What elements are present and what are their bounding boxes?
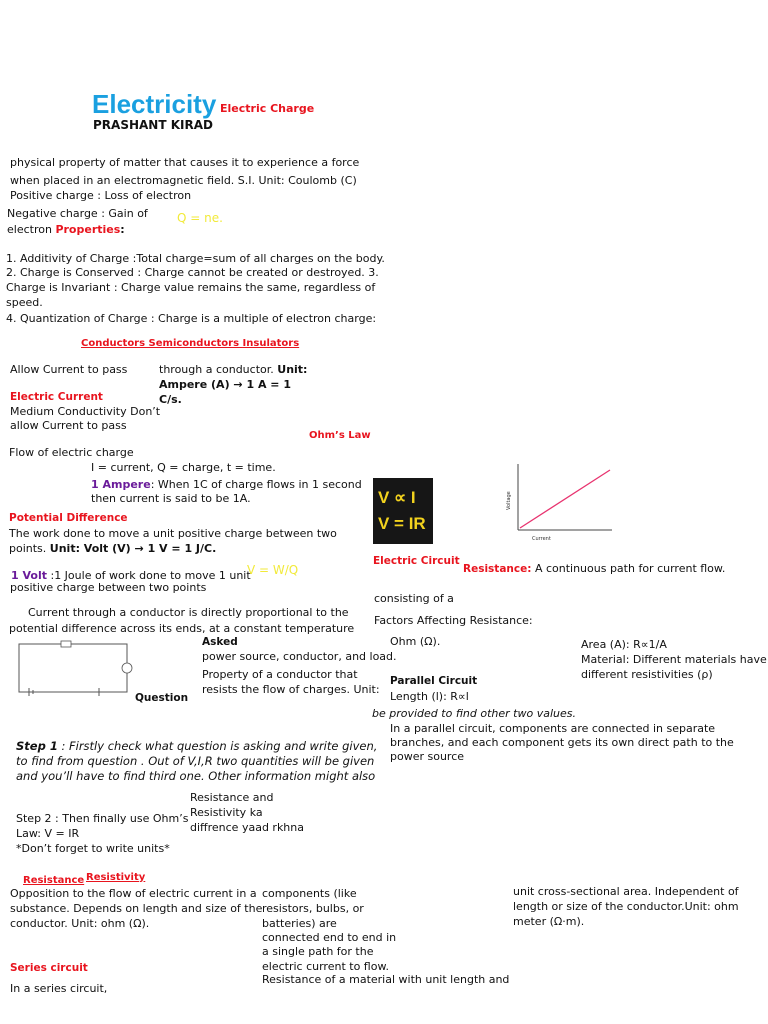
series-circuit-def: In a series circuit, bbox=[10, 982, 108, 995]
charge-formula: Q = ne. bbox=[177, 211, 223, 225]
step1-label: Step 1 bbox=[16, 739, 58, 753]
series-components-5: a single path for the bbox=[262, 945, 374, 958]
step1-line3: and you’ll have to find third one. Other information might also bbox=[16, 769, 376, 783]
voltage-current-graph bbox=[500, 460, 620, 545]
properties-colon: : bbox=[120, 223, 125, 236]
property-2: 2. Charge is Conserved : Charge cannot be created or destroyed. 3. bbox=[6, 266, 379, 279]
step1-line1 bbox=[16, 739, 377, 754]
volt-label: 1 Volt bbox=[11, 569, 47, 582]
charge-def-line1: physical property of matter that causes it to experience a force bbox=[10, 156, 360, 169]
negative-charge-line1: Negative charge : Gain of bbox=[7, 207, 148, 220]
material-factor-line1: Material: Different materials have bbox=[581, 653, 767, 666]
charge-def-line2: when placed in an electromagnetic field. S.I. Unit: Coulomb (C) bbox=[10, 174, 357, 187]
ohm-law-line1: Current through a conductor is directly proportional to the bbox=[28, 606, 349, 619]
consisting-of: consisting of a bbox=[374, 592, 454, 605]
resistivity-def-line3: meter (Ω·m). bbox=[513, 915, 585, 928]
author: PRASHANT KIRAD bbox=[93, 118, 213, 132]
resistance-definition bbox=[463, 561, 725, 577]
negative-charge-word: electron bbox=[7, 223, 52, 236]
series-circuit-label: Series circuit bbox=[10, 962, 88, 974]
ampere-definition-line2: then current is said to be 1A. bbox=[91, 492, 251, 505]
ohms-law-label: Ohm’s Law bbox=[309, 430, 371, 441]
property-4: speed. bbox=[6, 296, 43, 309]
semiconductor-desc-line2: allow Current to pass bbox=[10, 419, 127, 432]
resistance-label: Resistance: bbox=[463, 563, 532, 575]
potential-formula: V = W/Q bbox=[247, 563, 299, 577]
circuit-diagram bbox=[15, 638, 135, 696]
current-equation: I = current, Q = charge, t = time. bbox=[91, 461, 276, 474]
electric-circuit-label: Electric Circuit bbox=[373, 555, 460, 567]
ampere-def-text: : When 1C of charge flows in 1 second bbox=[150, 478, 362, 491]
ohm-proportional: V ∝ I bbox=[378, 488, 416, 507]
circuit-wire bbox=[19, 644, 127, 692]
parallel-def-line1: In a parallel circuit, components are connected in separate bbox=[390, 722, 716, 735]
resistivity-def-line1: unit cross-sectional area. Independent of bbox=[513, 885, 739, 898]
series-components-2: resistors, bulbs, or bbox=[262, 902, 364, 915]
property-1: 1. Additivity of Charge :Total charge=sum of all charges on the body. bbox=[6, 252, 385, 265]
potential-difference-label: Potential Difference bbox=[9, 512, 128, 524]
resistor-icon bbox=[61, 641, 71, 647]
ohm-unit: Ohm (Ω). bbox=[390, 635, 441, 648]
resistance-def-line3: conductor. Unit: ohm (Ω). bbox=[10, 917, 150, 930]
step1-text: : Firstly check what question is asking and write given, bbox=[61, 739, 378, 753]
area-factor: Area (A): R∝1/A bbox=[581, 638, 667, 651]
ohm-equation: V = IR bbox=[378, 514, 426, 533]
series-components-4: connected end to end in bbox=[262, 931, 397, 944]
resistivity-def-line4: Resistance of a material with unit length and bbox=[262, 973, 510, 986]
graph-x-label: Current bbox=[532, 536, 551, 542]
resistance-def-text: A continuous path for current flow. bbox=[534, 562, 726, 575]
question-label: Question bbox=[135, 692, 189, 704]
resistance-def-line1: Opposition to the flow of electric current in a bbox=[10, 887, 257, 900]
materials-heading-a: Conductors Semiconductors bbox=[81, 338, 240, 349]
ampere-unit-line2: C/s. bbox=[159, 393, 182, 406]
asked-label: Asked bbox=[202, 636, 238, 648]
provided-text: be provided to find other two values. bbox=[372, 707, 576, 720]
step2-line3: *Don’t forget to write units* bbox=[16, 842, 170, 855]
resistance-def-line2: substance. Depends on length and size of the bbox=[10, 902, 263, 915]
property-3: Charge is Invariant : Charge value remains the same, regardless of bbox=[6, 281, 376, 294]
negative-charge-line2 bbox=[7, 222, 125, 237]
ammeter-icon bbox=[122, 663, 132, 673]
volt-definition-line2: positive charge between two points bbox=[10, 581, 207, 594]
through-conductor bbox=[159, 362, 307, 377]
property-of-conductor-line2: resists the flow of charges. Unit: bbox=[202, 683, 380, 696]
semiconductor-desc-line1: Medium Conductivity Don’t bbox=[10, 405, 161, 418]
conductors-allow: Allow Current to pass bbox=[10, 363, 128, 376]
materials-heading bbox=[81, 336, 299, 351]
parallel-def-line2: branches, and each component gets its own direct path to the bbox=[390, 736, 734, 749]
subtitle: Electric Charge bbox=[220, 102, 315, 115]
ohms-law-box bbox=[373, 478, 433, 544]
step1-line2: to find from question . Out of V,I,R two quantities will be given bbox=[16, 754, 375, 768]
volt-def-text: :1 Joule of work done to move 1 unit bbox=[50, 569, 251, 582]
property-of-conductor-line1: Property of a conductor that bbox=[202, 668, 358, 681]
series-components-6: electric current to flow. bbox=[262, 960, 389, 973]
unit-label: Unit: bbox=[277, 363, 308, 376]
property-5: 4. Quantization of Charge : Charge is a multiple of electron charge: bbox=[6, 312, 377, 325]
power-source: power source, conductor, and load. bbox=[202, 650, 397, 663]
ohm-law-line2: potential difference across its ends, at a constant temperature bbox=[9, 622, 355, 635]
ampere-definition bbox=[91, 477, 362, 492]
resistance-resistivity-note-3: diffrence yaad rkhna bbox=[190, 821, 304, 834]
materials-heading-b: Insulators bbox=[242, 338, 300, 349]
ampere-label: 1 Ampere bbox=[91, 478, 151, 491]
parallel-def-line3: power source bbox=[390, 750, 465, 763]
resistivity-def-line2: length or size of the conductor.Unit: ohm bbox=[513, 900, 739, 913]
volt-unit: Unit: Volt (V) → 1 V = 1 J/C. bbox=[49, 542, 217, 555]
graph-y-label: Voltage bbox=[506, 491, 512, 510]
properties-label: Properties bbox=[55, 223, 121, 236]
potential-def-line1: The work done to move a unit positive charge between two bbox=[9, 527, 337, 540]
resistivity-heading: Resistivity bbox=[86, 872, 146, 883]
step2-line1: Step 2 : Then finally use Ohm’s bbox=[16, 812, 189, 825]
parallel-circuit-label: Parallel Circuit bbox=[390, 675, 478, 687]
factors-affecting: Factors Affecting Resistance: bbox=[374, 614, 533, 627]
points-text: points. bbox=[9, 542, 47, 555]
resistance-heading: Resistance bbox=[23, 875, 85, 886]
resistance-resistivity-note-2: Resistivity ka bbox=[190, 806, 263, 819]
positive-charge: Positive charge : Loss of electron bbox=[10, 189, 192, 202]
potential-def-line2 bbox=[9, 541, 216, 556]
resistance-resistivity-note-1: Resistance and bbox=[190, 791, 274, 804]
step2-line2: Law: V = IR bbox=[16, 827, 80, 840]
current-flow: Flow of electric charge bbox=[9, 446, 134, 459]
electric-current-label: Electric Current bbox=[10, 391, 103, 403]
ampere-unit-line1: Ampere (A) → 1 A = 1 bbox=[159, 378, 291, 391]
through-text: through a conductor. bbox=[159, 363, 274, 376]
graph-line bbox=[520, 470, 610, 528]
material-factor-line2: different resistivities (ρ) bbox=[581, 668, 713, 681]
series-components-1: components (like bbox=[262, 887, 357, 900]
series-components-3: batteries) are bbox=[262, 917, 337, 930]
length-factor: Length (l): R∝l bbox=[390, 690, 469, 703]
page-title: Electricity bbox=[92, 89, 217, 119]
